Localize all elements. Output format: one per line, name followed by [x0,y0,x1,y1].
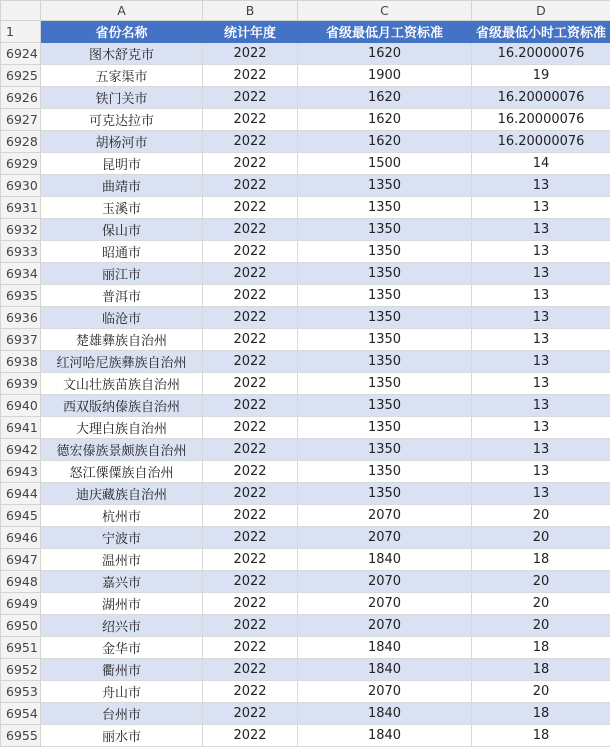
cell-province[interactable]: 怒江傈僳族自治州 [41,461,203,483]
cell-monthly-wage[interactable]: 1350 [298,241,472,263]
cell-hourly-wage[interactable]: 13 [472,329,611,351]
row-number[interactable]: 6931 [1,197,41,219]
cell-hourly-wage[interactable]: 20 [472,505,611,527]
table-row [1,417,611,439]
cell-year[interactable]: 2022 [203,87,298,109]
cell-province[interactable]: 杭州市 [41,505,203,527]
cell-hourly-wage[interactable]: 13 [472,219,611,241]
row-number[interactable]: 6942 [1,439,41,461]
cell-province[interactable]: 丽水市 [41,725,203,747]
row-number[interactable]: 6951 [1,637,41,659]
cell-province[interactable]: 曲靖市 [41,175,203,197]
cell-monthly-wage[interactable]: 1840 [298,659,472,681]
table-row [1,241,611,263]
table-row [1,549,611,571]
cell-hourly-wage[interactable]: 13 [472,439,611,461]
row-number[interactable]: 6940 [1,395,41,417]
cell-monthly-wage[interactable]: 1350 [298,307,472,329]
cell-year[interactable]: 2022 [203,725,298,747]
cell-year[interactable]: 2022 [203,241,298,263]
cell-monthly-wage[interactable]: 2070 [298,681,472,703]
cell-province[interactable]: 昭通市 [41,241,203,263]
cell-monthly-wage[interactable]: 2070 [298,571,472,593]
cell-year[interactable]: 2022 [203,703,298,725]
cell-monthly-wage[interactable]: 1840 [298,725,472,747]
table-row [1,439,611,461]
cell-monthly-wage[interactable]: 1350 [298,373,472,395]
table-row [1,109,611,131]
cell-hourly-wage[interactable]: 13 [472,241,611,263]
cell-monthly-wage[interactable]: 1620 [298,109,472,131]
row-number[interactable]: 6932 [1,219,41,241]
cell-province[interactable]: 文山壮族苗族自治州 [41,373,203,395]
cell-hourly-wage[interactable]: 18 [472,659,611,681]
cell-province[interactable]: 金华市 [41,637,203,659]
cell-monthly-wage[interactable]: 1620 [298,43,472,65]
row-number[interactable]: 6946 [1,527,41,549]
cell-monthly-wage[interactable]: 1350 [298,219,472,241]
cell-province[interactable]: 衢州市 [41,659,203,681]
cell-province[interactable]: 温州市 [41,549,203,571]
cell-hourly-wage[interactable]: 13 [472,395,611,417]
cell-year[interactable]: 2022 [203,285,298,307]
table-header-row [1,21,611,43]
cell-hourly-wage[interactable]: 13 [472,461,611,483]
row-number[interactable]: 6953 [1,681,41,703]
cell-hourly-wage[interactable]: 13 [472,373,611,395]
cell-hourly-wage[interactable]: 20 [472,681,611,703]
column-header-c[interactable]: C [298,1,472,21]
cell-year[interactable]: 2022 [203,549,298,571]
table-row [1,307,611,329]
cell-hourly-wage[interactable]: 13 [472,351,611,373]
cell-province[interactable]: 昆明市 [41,153,203,175]
row-number[interactable]: 6926 [1,87,41,109]
cell-year[interactable]: 2022 [203,637,298,659]
cell-year[interactable]: 2022 [203,373,298,395]
cell-monthly-wage[interactable]: 1840 [298,549,472,571]
cell-hourly-wage[interactable]: 20 [472,527,611,549]
cell-year[interactable]: 2022 [203,395,298,417]
cell-year[interactable]: 2022 [203,417,298,439]
header-cell-monthly-wage[interactable]: 省级最低月工资标准 [298,21,472,43]
cell-hourly-wage[interactable]: 16.20000076 [472,131,611,153]
cell-year[interactable]: 2022 [203,351,298,373]
cell-hourly-wage[interactable]: 13 [472,417,611,439]
table-row [1,285,611,307]
cell-year[interactable]: 2022 [203,197,298,219]
cell-hourly-wage[interactable]: 18 [472,549,611,571]
column-header-row [1,1,611,21]
cell-year[interactable]: 2022 [203,329,298,351]
cell-hourly-wage[interactable]: 20 [472,593,611,615]
cell-year[interactable]: 2022 [203,439,298,461]
cell-year[interactable]: 2022 [203,307,298,329]
cell-monthly-wage[interactable]: 1350 [298,175,472,197]
table-row [1,593,611,615]
row-number[interactable]: 6927 [1,109,41,131]
cell-hourly-wage[interactable]: 18 [472,703,611,725]
cell-year[interactable]: 2022 [203,681,298,703]
cell-monthly-wage[interactable]: 1350 [298,417,472,439]
row-number[interactable]: 6924 [1,43,41,65]
row-number[interactable]: 6950 [1,615,41,637]
cell-monthly-wage[interactable]: 1620 [298,87,472,109]
cell-monthly-wage[interactable]: 2070 [298,527,472,549]
table-row [1,197,611,219]
cell-year[interactable]: 2022 [203,571,298,593]
table-row [1,483,611,505]
cell-monthly-wage[interactable]: 1900 [298,65,472,87]
cell-province[interactable]: 湖州市 [41,593,203,615]
table-row [1,681,611,703]
cell-year[interactable]: 2022 [203,109,298,131]
row-number[interactable]: 6925 [1,65,41,87]
cell-province[interactable]: 绍兴市 [41,615,203,637]
cell-monthly-wage[interactable]: 1350 [298,483,472,505]
cell-monthly-wage[interactable]: 1840 [298,637,472,659]
select-all-corner[interactable] [1,1,41,21]
row-number[interactable]: 6949 [1,593,41,615]
row-number[interactable]: 6941 [1,417,41,439]
row-number[interactable]: 6947 [1,549,41,571]
cell-province[interactable]: 临沧市 [41,307,203,329]
row-number[interactable]: 6944 [1,483,41,505]
header-cell-year[interactable]: 统计年度 [203,21,298,43]
table-row [1,219,611,241]
cell-province[interactable]: 宁波市 [41,527,203,549]
row-number[interactable]: 6938 [1,351,41,373]
table-row [1,329,611,351]
cell-province[interactable]: 丽江市 [41,263,203,285]
row-number[interactable]: 6937 [1,329,41,351]
header-cell-hourly-wage[interactable]: 省级最低小时工资标准 [472,21,611,43]
cell-hourly-wage[interactable]: 20 [472,571,611,593]
cell-monthly-wage[interactable]: 1500 [298,153,472,175]
cell-monthly-wage[interactable]: 1350 [298,439,472,461]
cell-monthly-wage[interactable]: 2070 [298,593,472,615]
cell-year[interactable]: 2022 [203,461,298,483]
row-number[interactable]: 6939 [1,373,41,395]
cell-year[interactable]: 2022 [203,483,298,505]
cell-year[interactable]: 2022 [203,593,298,615]
table-row [1,571,611,593]
row-number[interactable]: 6929 [1,153,41,175]
cell-province[interactable]: 楚雄彝族自治州 [41,329,203,351]
table-row [1,637,611,659]
cell-province[interactable]: 台州市 [41,703,203,725]
table-row [1,395,611,417]
cell-monthly-wage[interactable]: 1350 [298,461,472,483]
table-row [1,527,611,549]
cell-hourly-wage[interactable]: 18 [472,637,611,659]
column-header-b[interactable]: B [203,1,298,21]
row-number[interactable]: 6943 [1,461,41,483]
cell-province[interactable]: 可克达拉市 [41,109,203,131]
table-row [1,87,611,109]
cell-monthly-wage[interactable]: 1350 [298,395,472,417]
row-number[interactable]: 6952 [1,659,41,681]
cell-monthly-wage[interactable]: 1840 [298,703,472,725]
row-number[interactable]: 6933 [1,241,41,263]
cell-province[interactable]: 保山市 [41,219,203,241]
cell-year[interactable]: 2022 [203,175,298,197]
cell-year[interactable]: 2022 [203,43,298,65]
table-row [1,703,611,725]
row-number[interactable]: 6945 [1,505,41,527]
column-header-a[interactable]: A [41,1,203,21]
cell-hourly-wage[interactable]: 20 [472,615,611,637]
cell-province[interactable]: 铁门关市 [41,87,203,109]
cell-hourly-wage[interactable]: 16.20000076 [472,87,611,109]
table-row [1,175,611,197]
cell-year[interactable]: 2022 [203,153,298,175]
table-row [1,263,611,285]
cell-year[interactable]: 2022 [203,659,298,681]
cell-year[interactable]: 2022 [203,65,298,87]
cell-year[interactable]: 2022 [203,505,298,527]
cell-hourly-wage[interactable]: 13 [472,197,611,219]
cell-monthly-wage[interactable]: 2070 [298,505,472,527]
table-row [1,659,611,681]
cell-province[interactable]: 胡杨河市 [41,131,203,153]
row-number[interactable]: 6928 [1,131,41,153]
cell-hourly-wage[interactable]: 13 [472,483,611,505]
row-number[interactable]: 6936 [1,307,41,329]
cell-monthly-wage[interactable]: 1350 [298,197,472,219]
row-number[interactable]: 6954 [1,703,41,725]
table-row [1,725,611,747]
cell-hourly-wage[interactable]: 19 [472,65,611,87]
cell-province[interactable]: 图木舒克市 [41,43,203,65]
cell-province[interactable]: 普洱市 [41,285,203,307]
table-row [1,615,611,637]
cell-monthly-wage[interactable]: 1350 [298,351,472,373]
cell-province[interactable]: 迪庆藏族自治州 [41,483,203,505]
cell-province[interactable]: 嘉兴市 [41,571,203,593]
table-row [1,65,611,87]
table-row [1,505,611,527]
table-row [1,351,611,373]
cell-province[interactable]: 舟山市 [41,681,203,703]
row-number[interactable]: 6934 [1,263,41,285]
cell-year[interactable]: 2022 [203,219,298,241]
cell-hourly-wage[interactable]: 13 [472,285,611,307]
row-number[interactable]: 6930 [1,175,41,197]
cell-province[interactable]: 德宏傣族景颇族自治州 [41,439,203,461]
row-number[interactable]: 6955 [1,725,41,747]
table-row [1,43,611,65]
row-number[interactable]: 1 [1,21,41,43]
cell-hourly-wage[interactable]: 13 [472,263,611,285]
cell-monthly-wage[interactable]: 2070 [298,615,472,637]
cell-province[interactable]: 玉溪市 [41,197,203,219]
cell-hourly-wage[interactable]: 16.20000076 [472,109,611,131]
table-row [1,153,611,175]
cell-monthly-wage[interactable]: 1350 [298,329,472,351]
cell-hourly-wage[interactable]: 13 [472,175,611,197]
cell-province[interactable]: 大理白族自治州 [41,417,203,439]
cell-hourly-wage[interactable]: 18 [472,725,611,747]
table-row [1,131,611,153]
cell-monthly-wage[interactable]: 1350 [298,285,472,307]
cell-hourly-wage[interactable]: 16.20000076 [472,43,611,65]
row-number[interactable]: 6935 [1,285,41,307]
cell-year[interactable]: 2022 [203,263,298,285]
cell-year[interactable]: 2022 [203,131,298,153]
cell-monthly-wage[interactable]: 1350 [298,263,472,285]
table-row [1,461,611,483]
column-header-d[interactable]: D [472,1,611,21]
cell-year[interactable]: 2022 [203,527,298,549]
cell-year[interactable]: 2022 [203,615,298,637]
table-row [1,373,611,395]
header-cell-province[interactable]: 省份名称 [41,21,203,43]
cell-province[interactable]: 五家渠市 [41,65,203,87]
cell-hourly-wage[interactable]: 14 [472,153,611,175]
cell-hourly-wage[interactable]: 13 [472,307,611,329]
cell-monthly-wage[interactable]: 1620 [298,131,472,153]
row-number[interactable]: 6948 [1,571,41,593]
cell-province[interactable]: 红河哈尼族彝族自治州 [41,351,203,373]
cell-province[interactable]: 西双版纳傣族自治州 [41,395,203,417]
